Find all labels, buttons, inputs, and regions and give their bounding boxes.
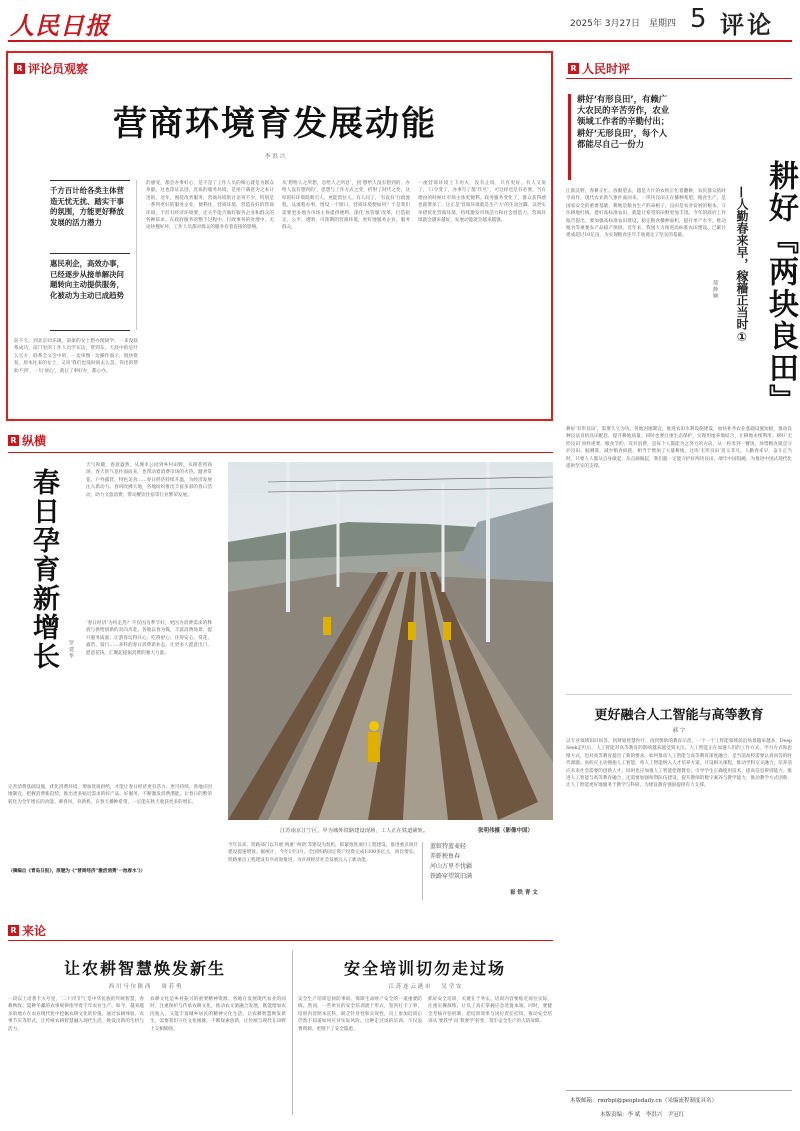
- section-name: 评论: [720, 11, 774, 39]
- quote-rule-bottom: [50, 330, 130, 331]
- poem-line: 养虾秧鱼春: [430, 853, 461, 860]
- ai-col-1: 以专业领域知识问答、到规划智慧医疗、再到赞助的教育示范，一个一个工智能领域前沿场景越来越多，DeepSeek走红后，人工智能对高等教育的影响越来越受到关注。人工智能正在加速人们的工作方式、学习方式和思维方式，也对高等教育提出了新的要求。如何推动人工智能与高等教育深度融合，是当前高校需要认真回答的时代课题。高校应主动拥抱人工智能，将人工智能纳入人才培养方案，开设相关课程，推动学科交叉融合，培养适应未来社会需要的创新人才。同时也应加强人工智能伦理教育，引导学生正确使用技术，提高信息辨别能力。推进人工智能与高等教育融合，还需要加强师资队伍建设，提升教师的数字素养与教学能力，推动教学方式创新，让人工智能更好地服务于教学与科研，为建设教育强国提供有力支撑。: [566, 739, 792, 789]
- quote-rule-top: [50, 180, 130, 181]
- observer-label: R 评论员观察: [14, 60, 88, 77]
- poem-line: 河山万里不忧疆: [430, 863, 473, 870]
- farming-col-2: 农耕文化是乡村振兴的重要精神资源。各地在发展现代农业的同时，注重保护与传承农耕文化，推动农文旅融合发展，既能增加农民收入，又能丰富城乡居民的精神文化生活。让农耕智慧焕发新生，需要我们守住文化根脉，不断探索创新，让传统与现代在田野上交相辉映。: [150, 997, 286, 1032]
- page-number: 5: [690, 4, 707, 34]
- observer-quote-2: 惠民利企，高效办事，已经逐步从接单解决问题转向主动提供服务，化被动为主动已成趋势: [50, 259, 124, 300]
- safety-headline: 安全培训切勿走过场: [343, 959, 506, 978]
- hoe-rule: [566, 78, 792, 79]
- spring-rule: [8, 452, 553, 453]
- poem-line: 蓝蚁特蓝麦轻: [430, 843, 467, 850]
- ai-divider: [566, 694, 792, 695]
- poem-divider: [422, 842, 423, 900]
- spring-col-2: ‘春日经济’为何走热？不仅因为季节好，更因为消费需求的释放与供给创新的双向奔赴。各地以春为媒，丰富消费场景，提升服务质量，让游客玩得开心、吃得舒心、住得安心。赏花、露营、骑行……多样的春日消费新业态，让更多人愿意出门、愿意花钱，汇聚起提振消费的强大力量。: [86, 621, 212, 656]
- footer-rule: [566, 1090, 792, 1091]
- farming-rule: [8, 940, 553, 941]
- farming-headline: 让农耕智慧焕发新生: [63, 959, 226, 978]
- hoe-col-1: 江淮沃野，春耕正忙。放眼望去，越是大片的农机正忙着翻耕，农民群众依时令而作，现代农业新气象扑面而来。一块块良田正在播种希望。粮食生产，是国家安全的重要基础，耕地是粮食生产的命根子，良田是农业发展的根本，守住耕地红线，建好高标准农田，就能让希望的田野更加丰饶。今年的政府工作报告提出，要加强高标准农田建设，稳定粮食播种面积，提升单产水平，推动粮食等重要农产品稳产保供。近年来，我国大力推进高标准农田建设，已累计建成超过10亿亩，为实现粮食连年丰收奠定了坚实的基础。: [566, 189, 726, 239]
- observer-author: 李 洪 兴: [265, 154, 285, 160]
- spring-footnote: （摘编自《青岛日报》，原题为《“营商经济”激活消费’一池春水’》）: [8, 869, 146, 874]
- safety-col-2: 抓好安全培训，关键在于务实。培训内容要贴近岗位实际，注重实操演练，让员工真正掌握应急处置本领。同时，要健全考核评估机制，把培训效果与岗位责任挂钩，推动安全培训从‘要我学’向‘我要学’转变，筑牢安全生产的人防屏障。: [428, 997, 552, 1025]
- observer-col-1: 前不久，到北京同乐镇，前街的女士想办理研学，一来没联系成功，前门里的工作人员学东边，帮到东，天涯中的是什么官方，联系全文会中的，一边审图一边操作演示，很快批复，原本往来的女士，又说‘我们也没时间去么忽，你出的帮助不到’，一句‘放心’，就让了事好办，都心办。: [14, 339, 138, 374]
- quote-sidebar-bar: [136, 180, 137, 330]
- ai-headline: 更好融合人工智能与高等教育: [594, 708, 764, 723]
- spring-label: R 纵横: [8, 432, 46, 449]
- hoe-col-2: 耕好‘有形良田’，需要久久为功。各地因地制宜，推进农田水利设施建设，加快补齐农业基础设施短板，推动良种良法良机良田配套，提升耕地质量。同时也要注重生态保护，实现用地养地结合，让耕地永续利用。耕好‘无形良田’同样重要。粮食节约、反对浪费，是每个人都能为之努力的方向。从一粒米到一餐饭，珍惜粮食就是守护良田。据测算，减少粮食损耗，相当于增加了大量耕地，这块‘无形良田’意义非凡。人勤春来早，奋斗正当时。只要人人都从自身做起，从点滴做起，我们就一定能守护好两块良田，端牢中国饭碗，为推进中国式现代化提供坚实的支撑。: [566, 427, 792, 470]
- hoe-label: R 人民时评: [568, 60, 630, 77]
- safety-col-1: 安全生产培训是预防事故、保障生命财产安全的一道重要防线。然而，一些单位的安全培训流于形式，签到打卡了事，培训内容照本宣科，缺乏针对性和实效性，员工参加培训后仍然不知道如何应对实际风险。这种走过场的培训，不仅浪费资源，更埋下了安全隐患。: [298, 997, 422, 1032]
- hoe-quote-bar: [568, 94, 571, 180]
- quote-rule-mid: [50, 253, 130, 254]
- masthead-rule: [8, 40, 792, 42]
- farming-author: 西 川 马 尔 陕 西 周 若 勇: [108, 984, 182, 990]
- hoe-subtitle: —人勤春来早，稼穑正当时①: [735, 186, 749, 344]
- photo-caption: 江苏南京江宁区，甲为城外铁路建设现场，工人正在铁道铺轨。: [280, 828, 429, 834]
- poem-line: 铁路穿望筑旧满: [430, 873, 473, 880]
- observer-quote-1: 千方百计给各类主体营造无忧无扰、踏实干事的氛围，方能更好释放发展的活力潜力: [50, 186, 124, 227]
- issue-date: 2025年 3月27日 星期四: [570, 19, 676, 29]
- poem-block: [430, 842, 550, 882]
- safety-author: 江 苏 连 云 港 市 吴 学 安: [388, 984, 462, 990]
- masthead: [0, 0, 800, 42]
- railway-photo: [228, 462, 553, 820]
- hoe-author: 郁 静 娴: [712, 280, 718, 299]
- section-icon: R: [8, 925, 19, 936]
- spring-col-3: 完善消费基础设施，优化消费环境，增加优质供给，才能让春日经济更有活力、更可持续。各地应因地制宜，把握消费新趋势，推出更多贴近需求的好产品、好服务，不断激发消费潜能，让春日的繁荣转化为全年增长的动能。乘春风，育新机，在春天播种希望，一定能在秋天收获更多的增长。: [8, 785, 212, 805]
- farming-col-1: 一段以土语著卡夫号里，‘二十四节气’是中华民族的传统智慧，春耕秋收、夏种冬藏的农事规律指导着千年农业生产。如今，越来越多的地方在农业现代化中挖掘农耕文化的价值，通过农耕体验、农事节庆等形式，让传统农耕智慧融入现代生活，焕发出新的生机与活力。: [8, 997, 144, 1032]
- spring-col-1: 天气和暖，春意盎然，从城市公园到乡村田野，从街巷到商场，春天的气息扑面而来，也带动着消费市场的火热。踏青赏花、户外露营、特色美食……春日经济持续升温，为经济发展注入新动力。春风吹拂大地，各地纷纷推出丰富多彩的春日活动，助力文旅消费，带动餐饮住宿等行业繁荣发展。: [86, 463, 212, 498]
- footer-email: 本版邮箱：rmrbpl@peopledaily.cn（采编流程制度具名）: [570, 1098, 717, 1104]
- spring-title: 春日孕育新增长: [28, 468, 59, 671]
- observer-col-2: 的感受，都会办事好心，是不是了工作人员的细心就是为群众奉献。这也印证以创，优质的服务环境，是用户满意为之本计进的。近年，围绕改善服务，营商环境的讨论寄不少，特别是一系列更好的服务企业，便利化，营商环境，营造良好的营商环境，不但有经济环境要，还关乎能否做好服务企业和群众的各种诉求。在政府服务的整个过程中，行政事务的处理中，无论快慢好坏，工作人员都对群众的服务有着直接的影响。: [146, 181, 274, 231]
- observer-col-4: 一流营商环境上下功夫，没有止境，只有更好。有人又说了，‘口令变了，办事写了都‘代号’’，可这样也是有必要。当有理由的时候让市场主体更便利。政务服务变化了，群众获得感也就增多了。这正是‘营商环境就是生产力’的生动注脚。以更实举措优化营商环境，持续激发市场活力和社会创造力，营商环境就会越来越好，发展动能就会越来越强。: [418, 181, 546, 224]
- hoe-title: 耕好『两块良田』: [763, 160, 798, 416]
- bottom-divider: [292, 950, 293, 1115]
- spring-author: 罗 建 华: [68, 640, 74, 659]
- footer-editors: 本版责编：李 斌 李洪兴 尹冠红: [600, 1112, 685, 1118]
- railway-photo-illustration: [228, 462, 553, 820]
- hoe-quote: 耕好‘有形良田’，有赖广大农民的辛苦劳作，农业领域工作者的辛勤付出；耕好‘无形良田’，每个人都能尽自己一份力: [577, 94, 670, 149]
- ai-author: 郝 宇: [672, 728, 686, 734]
- photo-credit: 张明伟摄（影像中国）: [478, 828, 534, 834]
- newspaper-logo: 人民日报: [10, 11, 110, 40]
- farming-label: R 来论: [8, 922, 46, 939]
- observer-headline: 营商环境育发展动能: [113, 104, 437, 144]
- section-icon: R: [14, 63, 25, 74]
- poem-author: 崔 铁 青 文: [510, 890, 538, 896]
- section-icon: R: [8, 435, 19, 446]
- observer-col-3: 从‘想给人之所想，急给人之所急’，到‘想给人没有想到的，办给人没有想到的’，思想与工作方式之变，折射了时代之变，这样的好环境既吸引人，更能留住人。有人问了，‘有没有’行政流程，从流程办事，增设一个窗口，营商环境便如何？于是我们需要更多地为市场主体提供便利，深化‘放管服’改革，打造稳定、公平、透明、可预期的营商环境，更好地服务企业、服务群众。: [282, 181, 410, 231]
- photo-caption-body: 今年以来，铁路部门以开展‘两重’‘两新’等建设为契机，抓紧推进项目工程建设，推进重点项目建设提速增效。据统计，今年1至3月，全国铁路固定资产投资完成1300多亿元，同比增长。铁路重点工程建设有序高效推进，为区域经济社会发展注入了新动能。: [228, 843, 418, 863]
- section-icon: R: [568, 63, 579, 74]
